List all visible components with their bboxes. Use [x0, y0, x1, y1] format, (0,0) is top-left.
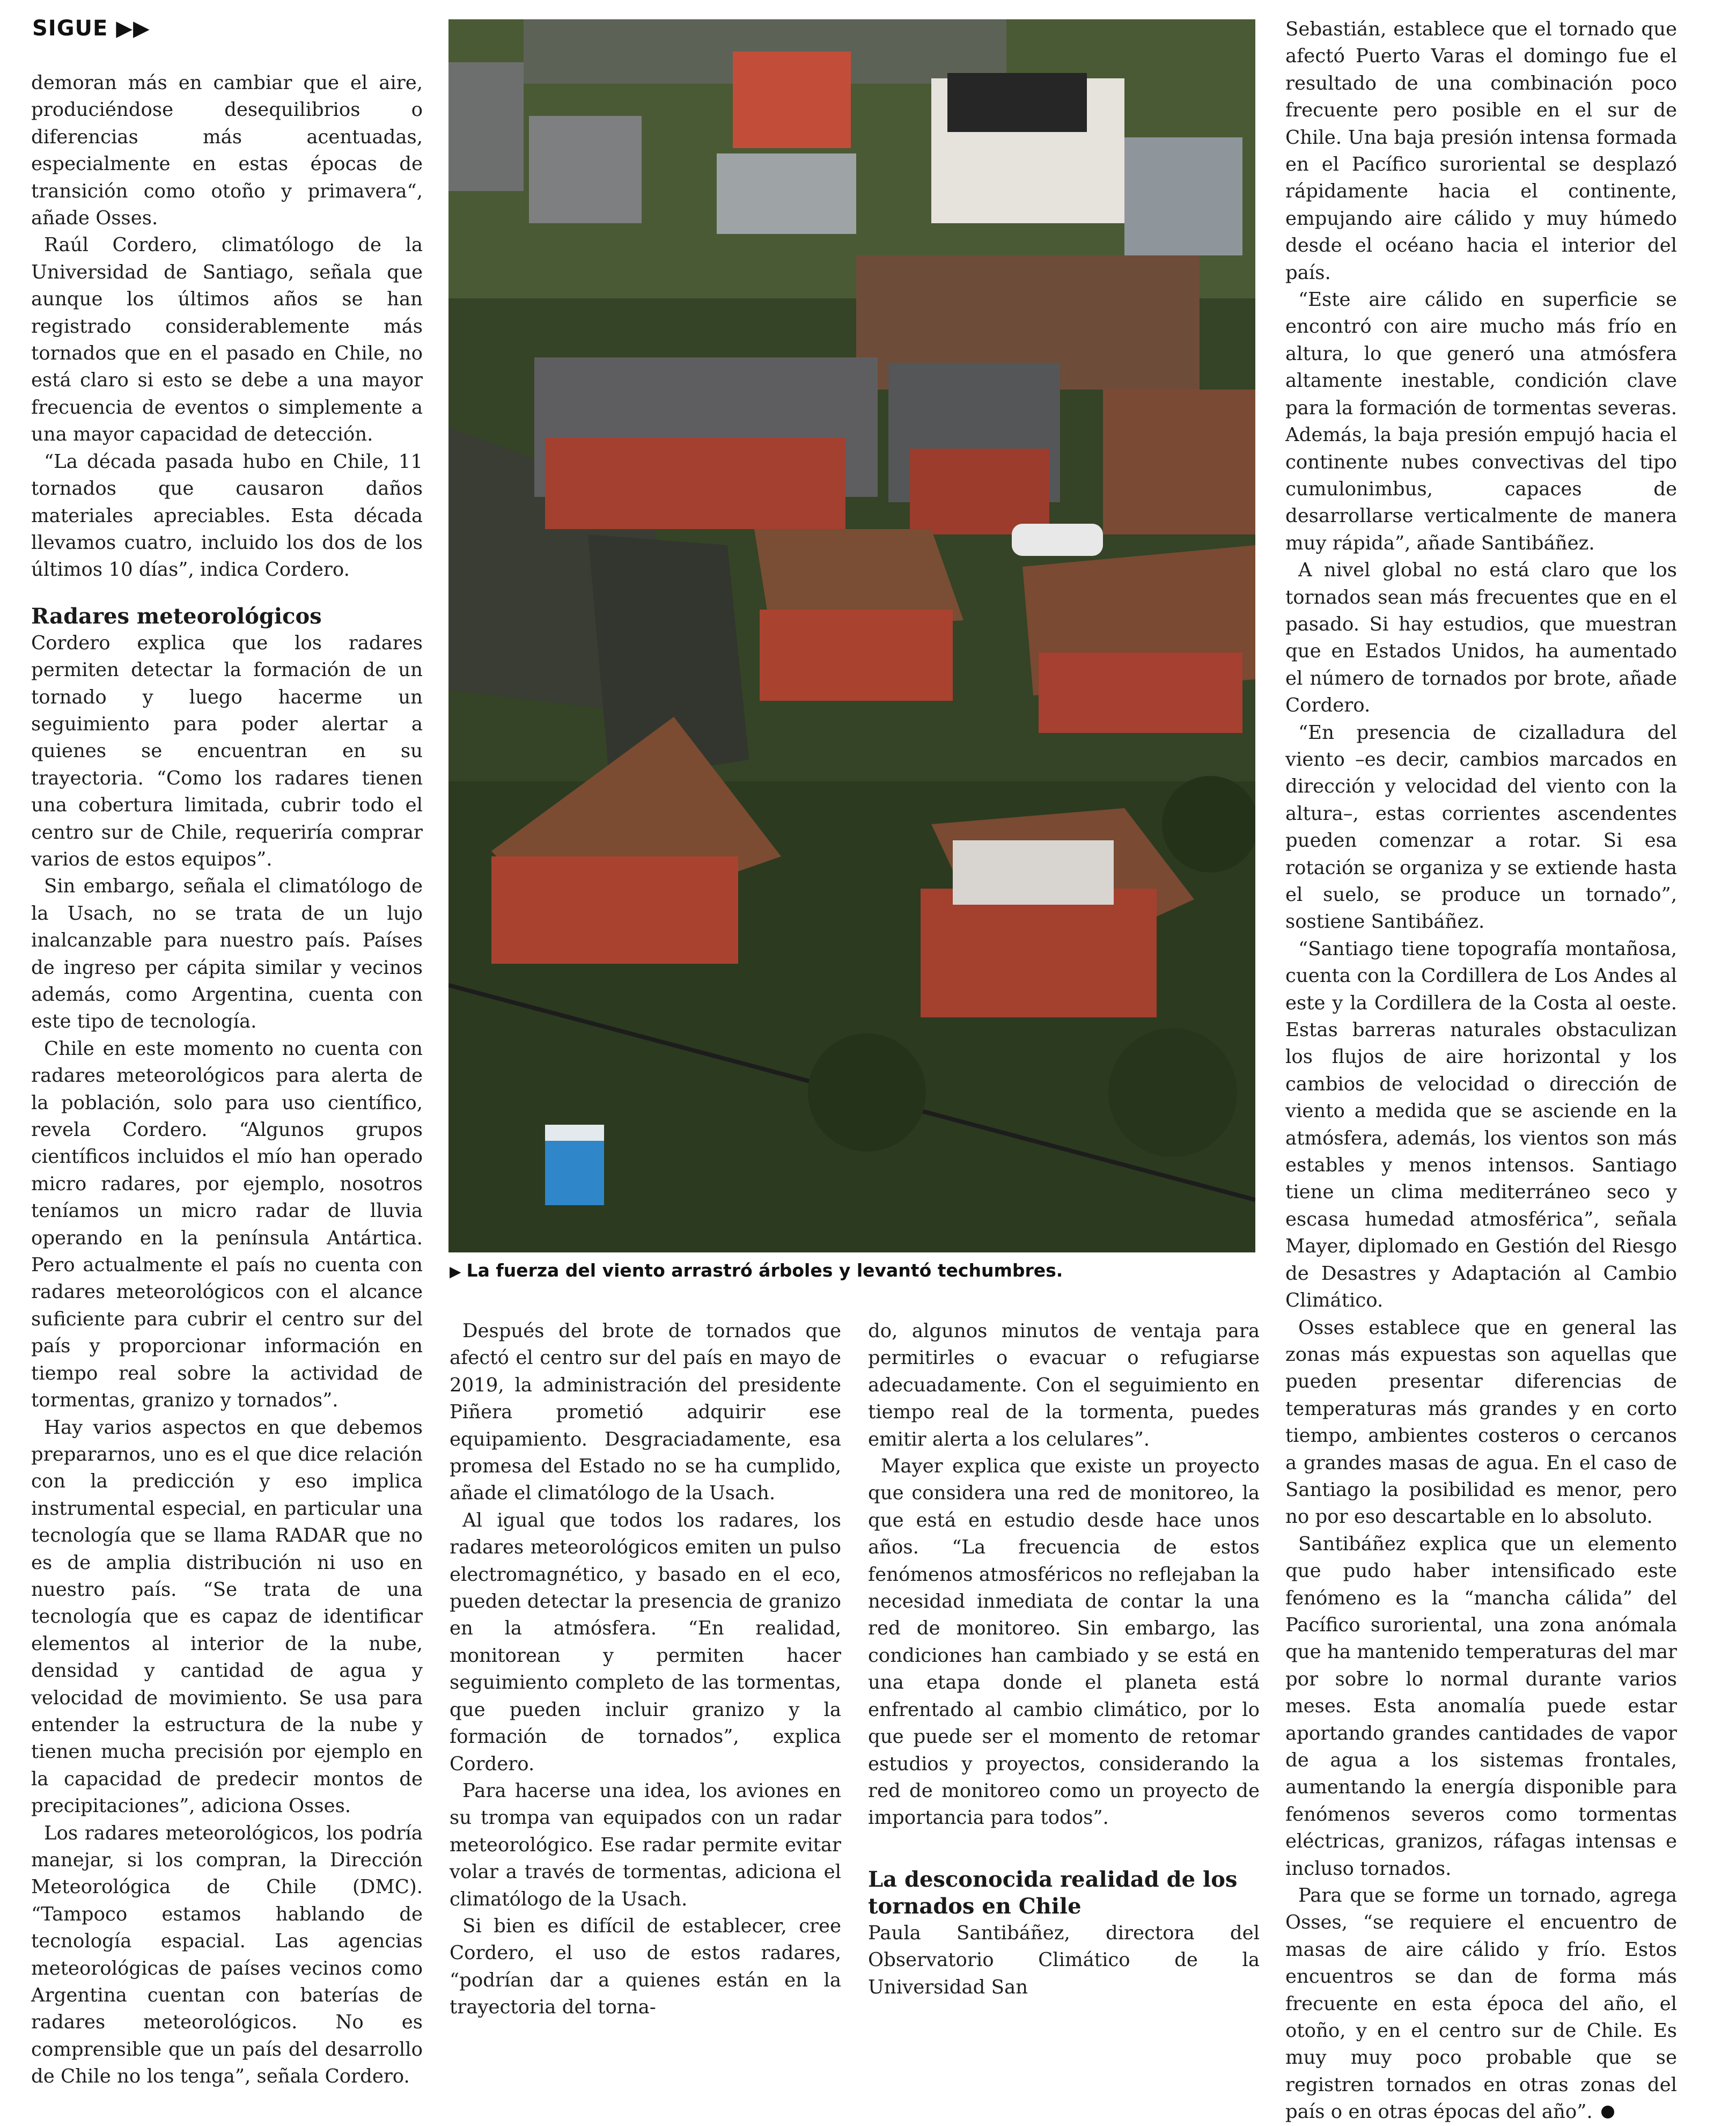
paragraph: Para hacerse una idea, los aviones en su trompa van equipados con un radar meteorológico. Ese radar permite evitar volar a través de tormentas, adiciona el climatólogo de la Usach.: [450, 1779, 841, 1910]
caption-text: La fuerza del viento arrastró árboles y levantó techumbres.: [466, 1260, 1063, 1281]
subheading: La desconocida realidad de los tornados en Chile: [868, 1866, 1238, 1919]
article-column-3: [868, 1318, 1260, 2001]
paragraph: Hay varios aspectos en que debemos prepararnos, uno es el que dice relación con la predicción y eso implica instrumental especial, en particular una tecnología que se llama RADAR que no es de amplia distribución ni uso en nuestro país. “Se trata de una tecnología que es capaz de identificar elementos al interior de la nube, densidad y cantidad de agua y velocidad de movimiento. Se usa para entender la estructura de la nube y tienen mucha precisión por ejemplo en la capacidad de predecir montos de precipitaciones”, adiciona Osses.: [31, 1416, 423, 1817]
paragraph: Mayer explica que existe un proyecto que considera una red de monitoreo, la que está en estudio desde hace unos años. “La frecuencia de estos fenómenos atmosféricos no reflejaban la necesidad inmediata de contar la una red de monitoreo. Sin embargo, las condiciones han cambiado y se está en una etapa donde el planeta está enfrentado al cambio climático, por lo que puede ser el momento de retomar estudios y proyectos, considerando la red de monitoreo como un proyecto de importancia para todos”.: [868, 1455, 1260, 1829]
article-column-4: [1285, 16, 1677, 2126]
paragraph: Los radares meteorológicos, los podría manejar, si los compran, la Dirección Meteorológica de Chile (DMC). “Tampoco estamos hablando de tecnología espacial. Las agencias meteorológicas de países vecinos como Argentina cuentan con baterías de radares meteorológicos. No es comprensible que un país del desarrollo de Chile no los tenga”, señala Cordero.: [31, 1822, 423, 2088]
paragraph: Al igual que todos los radares, los radares meteorológicos emiten un pulso electromagnético, y basado en el eco, pueden detectar la presencia de granizo en la atmósfera. “En realidad, monitorean y permiten hacer seguimiento completo de las tormentas, que pueden incluir granizo y la formación de tornados”, explica Cordero.: [450, 1509, 841, 1775]
article-column-2: [450, 1318, 841, 2021]
paragraph: A nivel global no está claro que los tornados sean más frecuentes que en el pasado. Si hay estudios, que muestran que en Estados Unidos, ha aumentado el número de tornados por brote, añade Cordero.: [1285, 559, 1677, 717]
paragraph: demoran más en cambiar que el aire, produciéndose desequilibrios o diferencias más acentuadas, especialmente en estas épocas de transición como otoño y primavera“, añade Osses.: [31, 72, 423, 230]
paragraph: Osses establece que en general las zonas más expuestas son aquellas que pueden presentar diferencias de temperaturas más grandes y en corto tiempo, ambientes costeros o cercanos a grandes masas de agua. En el caso de Santiago la posibilidad es menor, pero no por eso descartable en lo absoluto.: [1285, 1316, 1677, 1528]
subheading: Radares meteorológicos: [31, 603, 322, 629]
paragraph: Después del brote de tornados que afectó el centro sur del país en mayo de 2019, la administración del presidente Piñera prometió adquirir ese equipamiento. Desgraciadamente, esa promesa del Estado no se ha cumplido, añade el climatólogo de la Usach.: [450, 1320, 841, 1505]
paragraph: Para que se forme un tornado, agrega Osses, “se requiere el encuentro de masas de aire cálido y frío. Estos encuentros se dan de forma más frecuente en esta época del año, el otoño, y en el centro sur de Chile. Es muy muy poco probable que se registren tornados en otras zonas del país o en otras épocas del año”.: [1285, 1882, 1677, 2126]
paragraph: Raúl Cordero, climatólogo de la Universidad de Santiago, señala que aunque los últimos años se han registrado considerablemente más tornados que en el pasado en Chile, no está claro si esto se debe a una mayor frecuencia de eventos o simplemente a una mayor capacidad de detección.: [31, 234, 423, 446]
paragraph: Sebastián, establece que el tornado que afectó Puerto Varas el domingo fue el resultado de una combinación poco frecuente pero posible en el sur de Chile. Una baja presión intensa formada en el Pacífico suroriental se desplazó rápidamente hacia el continente, empujando aire cálido y muy húmedo desde el océano hacia el interior del país.: [1285, 18, 1677, 284]
section-kicker: SIGUE ▶▶: [32, 16, 150, 41]
aerial-neighborhood-image: [448, 19, 1255, 1252]
paragraph: “Este aire cálido en superficie se encontró con aire mucho más frío en altura, lo que generó una atmósfera altamente inestable, condición clave para la formación de tormentas severas. Además, la baja presión empujó hacia el continente nubes convectivas del tipo cumulonimbus, capaces de desarrollarse verticalmente de manera muy rápida”, añade Santibáñez.: [1285, 289, 1677, 554]
tornado-damage-photo: [448, 19, 1255, 1252]
caption-arrow-icon: ▶: [450, 1263, 461, 1280]
paragraph: “La década pasada hubo en Chile, 11 tornados que causaron daños materiales apreciables. Esta década llevamos cuatro, incluido los dos de los últimos 10 días”, indica Cordero.: [31, 450, 423, 581]
paragraph: “Santiago tiene topografía montañosa, cuenta con la Cordillera de Los Andes al este y la Cordillera de la Costa al oeste. Estas barreras naturales obstaculizan los flujos de aire horizontal y los cambios de velocidad o dirección de viento a medida que se asciende en la atmósfera, además, los vientos son más estables y menos intensos. Santiago tiene un clima mediterráneo seco y escasa humedad atmosférica”, señala Mayer, diplomado en Gestión del Riesgo de Desastres y Adaptación al Cambio Climático.: [1285, 937, 1677, 1312]
paragraph: Si bien es difícil de establecer, cree Cordero, el uso de estos radares, “podrían dar a quienes están en la trayectoria del torna-: [450, 1915, 841, 2019]
paragraph: “En presencia de cizalladura del viento –es decir, cambios marcados en dirección y velocidad del viento con la altura–, estas corrientes ascendentes pueden comenzar a rotar. Si esa rotación se organiza y se extiende hasta el suelo, se produce un tornado”, sostiene Santibáñez.: [1285, 721, 1677, 933]
paragraph: Paula Santibáñez, directora del Observatorio Climático de la Universidad San: [868, 1922, 1260, 1998]
paragraph: Chile en este momento no cuenta con radares meteorológicos para alerta de la población, solo para uso científico, revela Cordero. “Algunos grupos científicos incluidos el mío han operado micro radares, por ejemplo, nosotros teníamos un micro radar de lluvia operando en la península Antártica. Pero actualmente el país no cuenta con radares meteorológicos con el alcance suficiente para cubrir el centro sur del país y proporcionar información en tiempo real sobre la actividad de tormentas, granizo y tornados”.: [31, 1037, 423, 1412]
paragraph: Santibáñez explica que un elemento que pudo haber intensificado este fenómeno es la “mancha cálida” del Pacífico suroriental, una zona anómala que ha mantenido temperaturas del mar por sobre lo normal durante varios meses. Esta anomalía puede estar aportando grandes cantidades de vapor de agua a los sistemas frontales, aumentando la energía disponible para fenómenos severos como tormentas eléctricas, granizos, ráfagas intensas e incluso tornados.: [1285, 1533, 1677, 1880]
paragraph: do, algunos minutos de ventaja para permitirles o evacuar o refugiarse adecuadamente. Con el seguimiento en tiempo real de la tormenta, puedes emitir alerta a los celulares”.: [868, 1320, 1260, 1450]
photo-caption: [450, 1260, 1063, 1281]
paragraph: Cordero explica que los radares permiten detectar la formación de un tornado y luego hacerme un seguimiento para poder alertar a quienes se encuentran en su trayectoria. “Como los radares tienen una cobertura limitada, cubrir todo el centro sur de Chile, requeriría comprar varios de estos equipos”.: [31, 632, 423, 870]
spacer: [868, 1832, 1260, 1847]
paragraph: Sin embargo, señala el climatólogo de la Usach, no se trata de un lujo inalcanzable para nuestro país. Países de ingreso per cápita similar y vecinos además, como Argentina, cuenta con este tipo de tecnología.: [31, 875, 423, 1033]
article-column-1: [31, 70, 423, 2091]
